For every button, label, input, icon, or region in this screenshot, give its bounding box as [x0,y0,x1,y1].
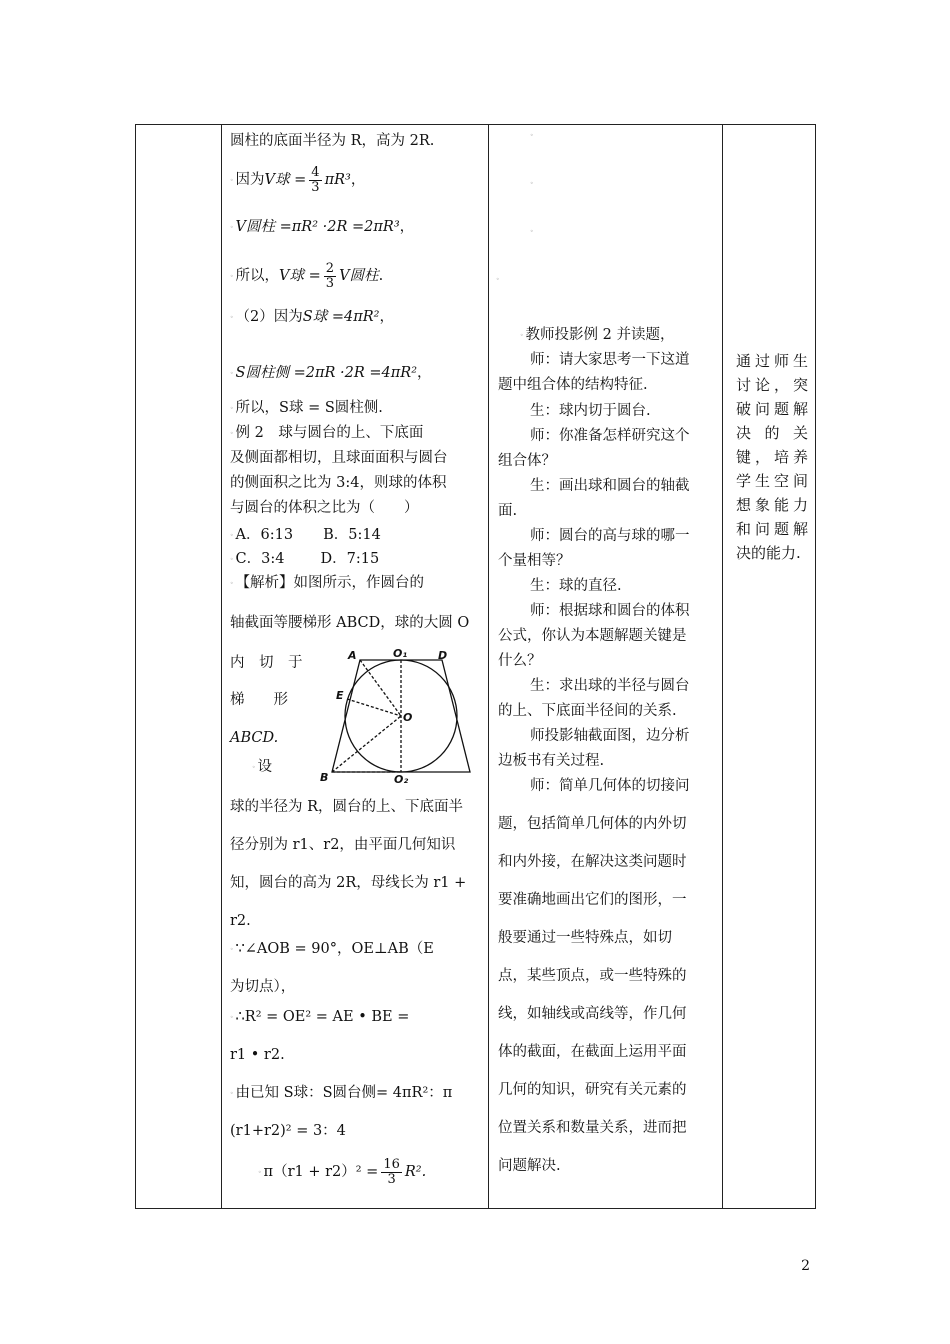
marker: ◦ [530,228,534,235]
text-line: 面. [498,503,518,519]
text-line: 的上、下底面半径间的关系. [498,703,677,719]
label-o: O [403,711,413,724]
fraction: $\frac{4}{3}$ [311,164,320,195]
text-line: 圆柱的底面半径为 R，高为 2R. [230,133,435,149]
text-line: 体的截面，在截面上运用平面 [498,1044,687,1060]
text-line: 和问题解 [736,520,808,538]
text-line: 问题解决. [498,1158,561,1174]
text-line: 边板书有关过程. [498,753,605,769]
page-number: 2 [801,1258,810,1274]
formula-final: ◦ π（r1 + r2）² = $\frac{16}{3}$ R². [258,1156,427,1187]
text-line: 生：画出球和圆台的轴截 [530,478,690,494]
text-line: 与圆台的体积之比为（ ） [230,500,419,516]
text-line: ◦ 教师投影例 2 并读题， [520,327,675,343]
text-line: 公式，你认为本题解题关键是 [498,628,687,644]
fraction: $\frac{2}{3}$ [325,260,335,291]
text-line: ◦ ∵∠AOB = 90°，OE⊥AB（E [230,941,434,957]
text-line: 位置关系和数量关系，进而把 [498,1120,687,1136]
text-line: 轴截面等腰梯形 ABCD，球的大圆 O [230,615,470,631]
options-row: ◦ A．6:13 B．5:14 [230,527,381,543]
text-line: 球的半径为 R，圆台的上、下底面半 [230,799,464,815]
formula-ratio: ◦ 所以，V球 = $\frac{2}{3}$ V圆柱. [230,260,384,291]
text-line: 师：请大家思考一下这道 [530,352,690,368]
text-line: 内 切 于 [230,655,303,671]
text-line: 什么？ [498,653,542,669]
label-b: B [320,771,329,783]
text-line: 及侧面都相切，且球面面积与圆台 [230,450,448,466]
text-line: 讨论，突 [736,376,808,394]
text-line: 线，如轴线或高线等，作几何 [498,1006,687,1022]
text-line: 径分别为 r1、r2，由平面几何知识 [230,837,456,853]
text-line: 生：求出球的半径与圆台 [530,678,690,694]
text-line: 生：球内切于圆台. [530,403,651,419]
text-line: 师：圆台的高与球的哪一 [530,528,690,544]
text-line: ◦ 例 2 球与圆台的上、下底面 [230,425,424,441]
text-line: (r1+r2)² = 3：4 [230,1123,346,1139]
marker: ◦ [530,132,534,139]
text-line: 为切点）， [230,979,296,995]
dialogue-column [490,125,722,1208]
text-line: 般要通过一些特殊点，如切 [498,930,672,946]
text-line: 通过师生 [736,352,808,370]
text-line: 个量相等？ [498,553,571,569]
text-line: 知，圆台的高为 2R，母线长为 r1 + [230,875,467,891]
text-line: 生：球的直径. [530,578,622,594]
text-line: ◦ 【解析】如图所示，作圆台的 [230,575,425,591]
text-line: 破问题解 [736,400,808,418]
lesson-table [135,124,816,1209]
intent-column [724,125,816,1208]
column-divider [488,125,489,1208]
text-line: 题中组合体的结构特征. [498,377,648,393]
formula-scyl: ◦ S圆柱侧 =2πR ·2R =4πR²， [230,365,432,381]
text-line: 决的能力. [736,544,801,562]
formula-vball: ◦ 因为V球 = $\frac{4}{3}$ πR³， [230,164,366,195]
label-a: A [348,649,357,662]
text-line: 师：你准备怎样研究这个 [530,428,690,444]
text-line: 师：根据球和圆台的体积 [530,603,690,619]
text-line: 点，某些顶点，或一些特殊的 [498,968,687,984]
text-line: 梯 形 [230,692,288,708]
marker: ◦ [530,180,534,187]
label-d: D [438,649,448,662]
label-e: E [336,689,344,702]
text-line: r2. [230,913,251,929]
text-line: 学生空间 [736,472,808,490]
marker: ◦ [496,276,500,283]
text-line: 和内外接，在解决这类问题时 [498,854,687,870]
text-line: 几何的知识，研究有关元素的 [498,1082,687,1098]
text-line: ◦ 设 [252,759,273,775]
text-line: 师：简单几何体的切接问 [530,778,690,794]
text-line: r1 • r2. [230,1047,285,1063]
label-o2: O₂ [394,773,409,783]
text-line: ◦ 由已知 S球：S圆台侧= 4πR²：π [230,1085,453,1101]
trapezoid-figure [320,647,486,783]
fraction: $\frac{16}{3}$ [383,1156,400,1187]
options-row: ◦ C．3:4 D．7:15 [230,551,380,567]
content-column [222,125,488,1208]
text-line: 要准确地画出它们的图形，一 [498,892,687,908]
text-line: 的侧面积之比为 3:4，则球的体积 [230,475,447,491]
text-line: ABCD. [230,730,279,746]
column-divider [722,125,723,1208]
text-line: 决 的 关 [736,424,808,442]
text-line: ◦ 所以，S球 = S圆柱侧. [230,400,383,416]
formula-vcyl: ◦ V圆柱 =πR² ·2R =2πR³， [230,219,415,235]
formula-sball: ◦ （2）因为S球 =4πR²， [230,309,394,325]
text-line: ◦ ∴R² = OE² = AE • BE = [230,1009,410,1025]
text-line: 题，包括简单几何体的内外切 [498,816,687,832]
text-line: 师投影轴截面图，边分析 [530,728,690,744]
text-line: 键，培养 [736,448,808,466]
text-line: 组合体？ [498,453,556,469]
label-o1: O₁ [393,647,408,660]
text-line: 想象能力 [736,496,808,514]
